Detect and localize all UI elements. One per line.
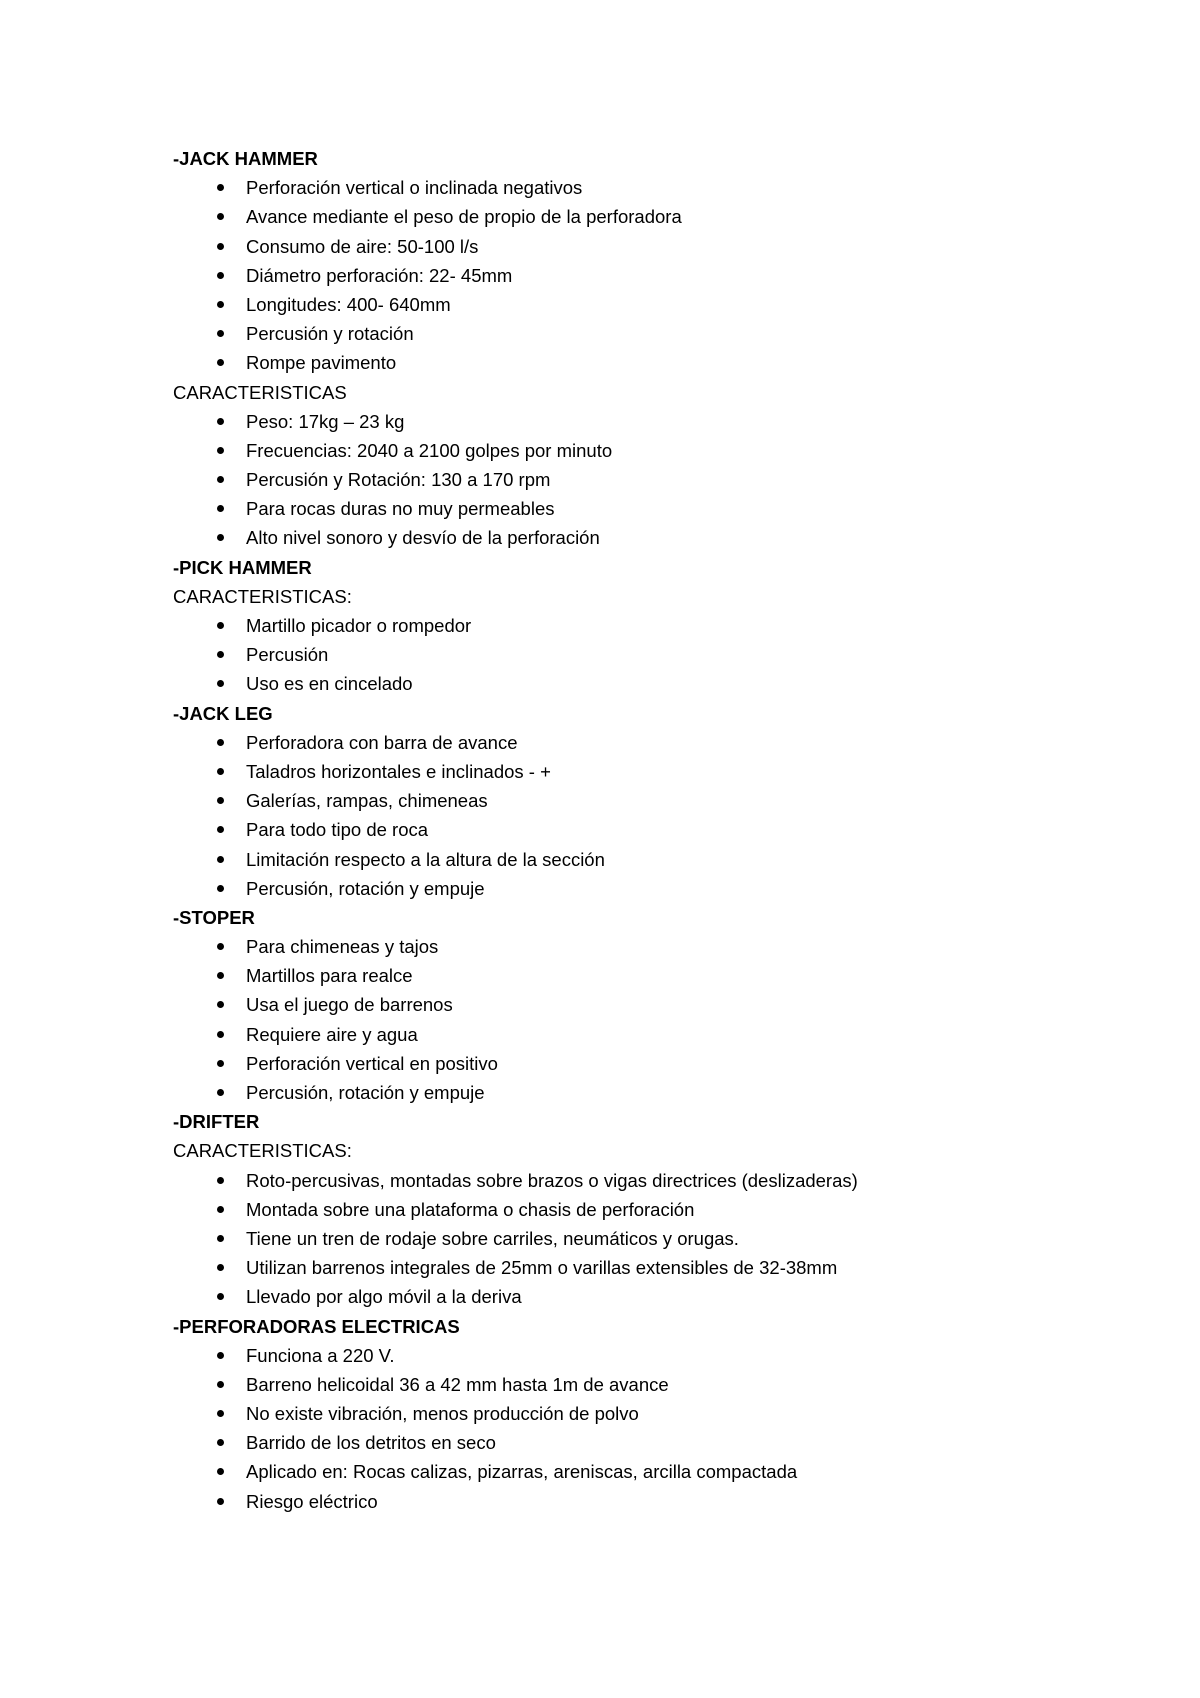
bullet-icon [217, 359, 224, 366]
section-heading: -DRIFTER [173, 1111, 260, 1133]
section-label: CARACTERISTICAS: [173, 1140, 352, 1162]
section-heading: -JACK HAMMER [173, 148, 318, 169]
list-item-text: Perforación vertical o inclinada negativos [246, 177, 583, 199]
list-item-text: Barreno helicoidal 36 a 42 mm hasta 1m de avance [246, 1373, 669, 1395]
bullet-icon [217, 301, 224, 308]
list-item-text: Longitudes: 400- 640mm [246, 293, 451, 315]
list-item [173, 728, 1133, 757]
list-item-text: Funciona a 220 V. [246, 1344, 395, 1366]
list-item-text: Percusión y Rotación: 130 a 170 rpm [246, 469, 551, 491]
list-item-text: Consumo de aire: 50-100 l/s [246, 235, 479, 257]
list-item-text: Roto-percusivas, montadas sobre brazos o vigas directrices (deslizaderas) [246, 1169, 858, 1191]
bullet-icon [217, 1410, 224, 1417]
bullet-icon [217, 418, 224, 425]
list-item [173, 874, 1133, 903]
list-item [173, 932, 1133, 961]
section-heading: -JACK LEG [173, 702, 273, 724]
list-item-text: Galerías, rampas, chimeneas [246, 790, 488, 812]
list-item-text: Para rocas duras no muy permeables [246, 498, 555, 520]
bullet-icon [217, 651, 224, 658]
bullet-icon [217, 272, 224, 279]
list-item [173, 669, 1133, 698]
list-item-text: Tiene un tren de rodaje sobre carriles, neumáticos y orugas. [246, 1227, 739, 1249]
bullet-icon [217, 1468, 224, 1475]
list-item-text: Montada sobre una plataforma o chasis de perforación [246, 1198, 695, 1220]
list-item [173, 1457, 1133, 1486]
bullet-icon [217, 680, 224, 687]
list-item [173, 757, 1133, 786]
list-item [173, 173, 1133, 202]
list-item-text: Usa el juego de barrenos [246, 994, 453, 1016]
list-item [173, 1282, 1133, 1311]
document-page [173, 144, 1133, 1516]
bullet-icon [217, 826, 224, 833]
list-item-text: Percusión, rotación y empuje [246, 1082, 485, 1103]
list-item-text: Aplicado en: Rocas calizas, pizarras, areniscas, arcilla compactada [246, 1461, 798, 1483]
list-item [173, 494, 1133, 523]
list-item [173, 1078, 1133, 1107]
list-item [173, 961, 1133, 990]
bullet-icon [217, 768, 224, 775]
bullet-icon [217, 856, 224, 863]
list-item [173, 407, 1133, 436]
list-item-text: Perforación vertical en positivo [246, 1052, 498, 1074]
bullet-icon [217, 1498, 224, 1505]
list-item-text: Alto nivel sonoro y desvío de la perforación [246, 527, 600, 549]
bullet-icon [217, 1089, 224, 1096]
bullet-icon [217, 972, 224, 979]
bullet-icon [217, 1031, 224, 1038]
list-item [173, 640, 1133, 669]
list-item-text: Llevado por algo móvil a la deriva [246, 1286, 522, 1308]
bullet-icon [217, 243, 224, 250]
list-item-text: Peso: 17kg – 23 kg [246, 410, 405, 432]
list-item-text: Avance mediante el peso de propio de la perforadora [246, 206, 682, 228]
bullet-icon [217, 797, 224, 804]
bullet-icon [217, 534, 224, 541]
list-item-text: Martillo picador o rompedor [246, 615, 472, 636]
list-item [173, 815, 1133, 844]
list-item-text: Percusión y rotación [246, 323, 414, 345]
bullet-icon [217, 1381, 224, 1388]
bullet-icon [217, 184, 224, 191]
bullet-icon [217, 739, 224, 746]
list-item-text: Uso es en cincelado [246, 673, 413, 695]
list-item-text: Perforadora con barra de avance [246, 731, 518, 753]
bullet-icon [217, 622, 224, 629]
list-item [173, 845, 1133, 874]
list-item-text: Barrido de los detritos en seco [246, 1432, 496, 1454]
list-item-text: Para chimeneas y tajos [246, 936, 439, 958]
list-item-text: Taladros horizontales e inclinados - + [246, 760, 551, 782]
list-item [173, 1341, 1133, 1370]
list-item [173, 1224, 1133, 1253]
list-item [173, 1399, 1133, 1428]
bullet-icon [217, 1352, 224, 1359]
bullet-icon [217, 1206, 224, 1213]
list-item [173, 1487, 1133, 1516]
bullet-icon [217, 1060, 224, 1067]
list-item-text: Martillos para realce [246, 965, 413, 987]
list-item [173, 611, 1133, 640]
list-item [173, 523, 1133, 552]
list-item-text: Requiere aire y agua [246, 1023, 418, 1045]
bullet-icon [217, 885, 224, 892]
list-item [173, 232, 1133, 261]
section-heading: -PERFORADORAS ELECTRICAS [173, 1315, 460, 1337]
section-heading: -STOPER [173, 906, 255, 928]
list-item [173, 1195, 1133, 1224]
bullet-icon [217, 505, 224, 512]
list-item-text: Riesgo eléctrico [246, 1490, 378, 1512]
list-item [173, 990, 1133, 1019]
list-item [173, 1166, 1133, 1195]
section-heading: -PICK HAMMER [173, 556, 312, 578]
list-item-text: Percusión, rotación y empuje [246, 877, 485, 899]
list-item [173, 1020, 1133, 1049]
list-item-text: Rompe pavimento [246, 352, 397, 374]
bullet-icon [217, 330, 224, 337]
list-item [173, 348, 1133, 377]
list-item-text: Diámetro perforación: 22- 45mm [246, 264, 513, 286]
bullet-icon [217, 1264, 224, 1271]
list-item [173, 202, 1133, 231]
list-item [173, 1428, 1133, 1457]
list-item-text: Frecuencias: 2040 a 2100 golpes por minuto [246, 439, 613, 461]
section-label: CARACTERISTICAS: [173, 585, 352, 607]
bullet-icon [217, 1235, 224, 1242]
bullet-icon [217, 213, 224, 220]
bullet-icon [217, 1293, 224, 1300]
list-item [173, 1049, 1133, 1078]
list-item-text: Utilizan barrenos integrales de 25mm o varillas extensibles de 32-38mm [246, 1257, 838, 1279]
bullet-icon [217, 1439, 224, 1446]
list-item [173, 1370, 1133, 1399]
list-item [173, 786, 1133, 815]
bullet-icon [217, 1177, 224, 1184]
list-item-text: Percusión [246, 644, 329, 666]
bullet-icon [217, 447, 224, 454]
list-item [173, 436, 1133, 465]
list-item [173, 465, 1133, 494]
list-item-text: No existe vibración, menos producción de polvo [246, 1403, 639, 1425]
bullet-icon [217, 476, 224, 483]
bullet-icon [217, 943, 224, 950]
list-item [173, 290, 1133, 319]
bullet-icon [217, 1001, 224, 1008]
list-item-text: Para todo tipo de roca [246, 819, 429, 841]
list-item [173, 1253, 1133, 1282]
list-item-text: Limitación respecto a la altura de la sección [246, 848, 605, 870]
list-item [173, 319, 1133, 348]
list-item [173, 261, 1133, 290]
section-label: CARACTERISTICAS [173, 381, 347, 403]
